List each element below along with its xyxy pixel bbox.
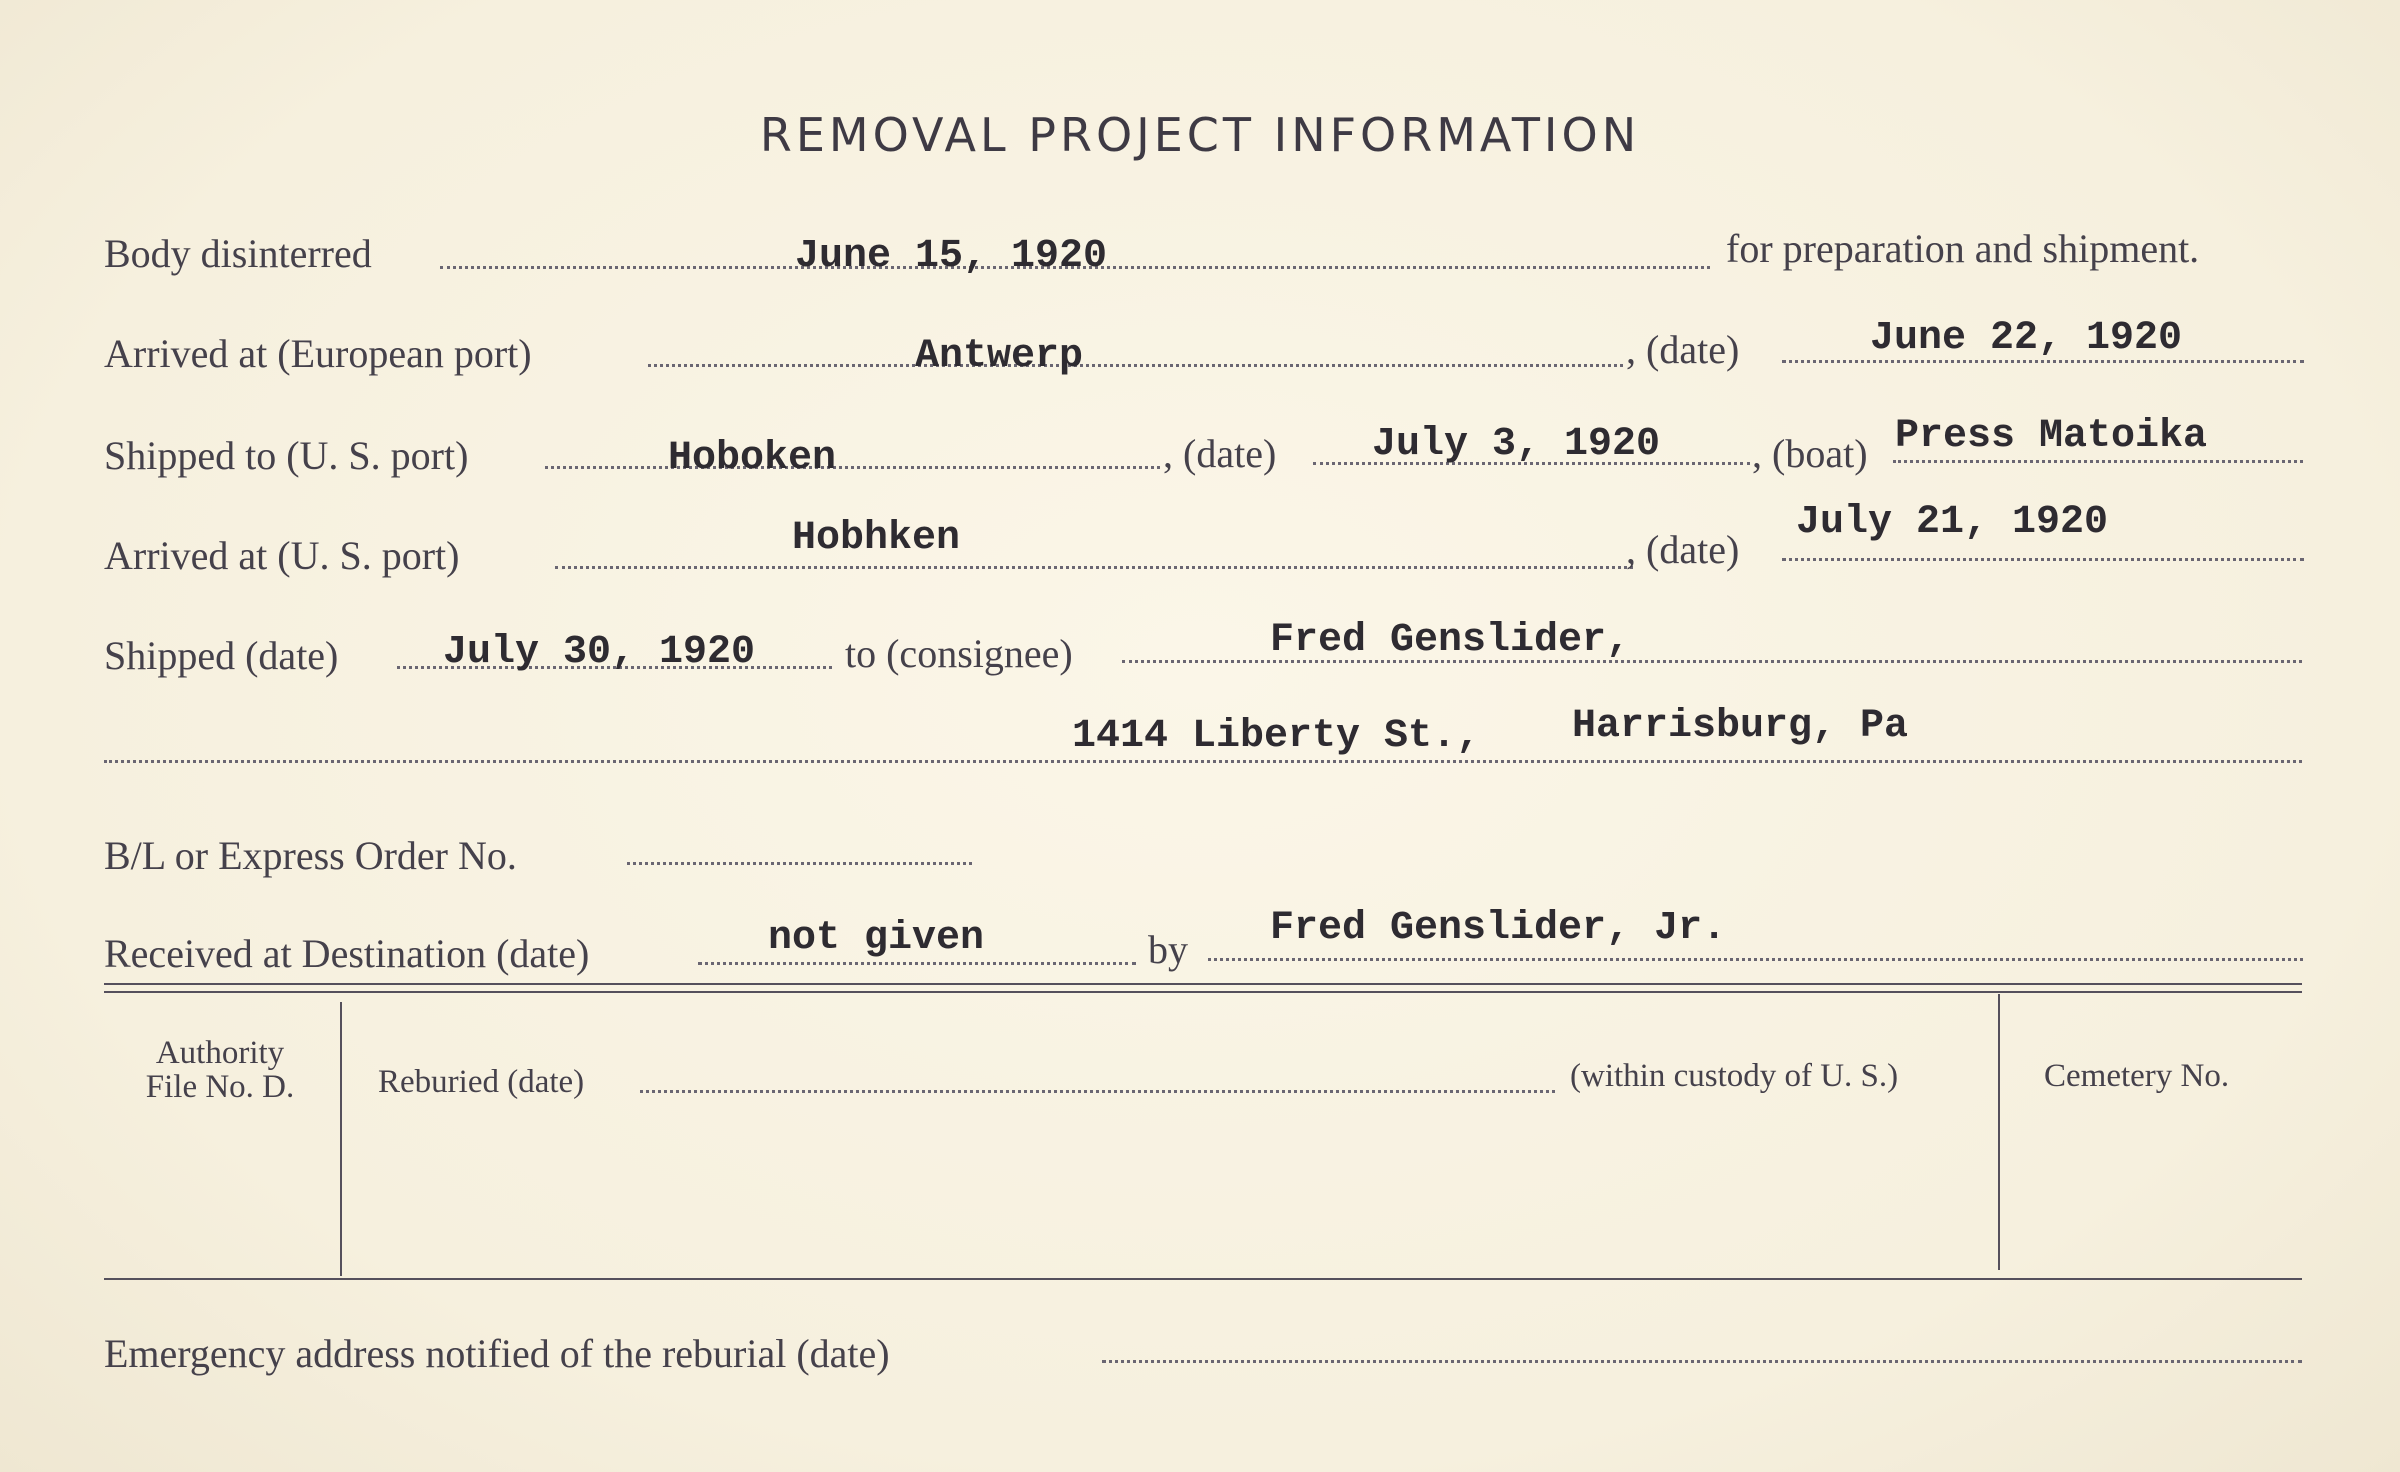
shipped-us-date-label: , (date) — [1163, 431, 1277, 476]
shipped-us-label: Shipped to (U. S. port) — [104, 433, 469, 478]
received-by-value: Fred Genslider, Jr. — [1270, 906, 1727, 951]
bl-line — [627, 862, 972, 865]
arrived-us-date-value: July 21, 1920 — [1796, 500, 2109, 545]
shipped-us-date-value: July 3, 1920 — [1372, 422, 1661, 467]
emergency-label: Emergency address notified of the reburial (date) — [104, 1331, 890, 1376]
shipped-date-label: Shipped (date) — [104, 633, 339, 678]
arrived-us-date-label: , (date) — [1626, 527, 1740, 572]
consignee-address: 1414 Liberty St., — [1072, 714, 1481, 759]
arrived-us-label: Arrived at (U. S. port) — [104, 533, 460, 578]
table-top-rule-2 — [104, 991, 2302, 993]
reburied-line — [640, 1090, 1555, 1093]
authority-line1: Authority — [155, 1035, 285, 1071]
body-disinterred-label: Body disinterred — [104, 231, 372, 276]
shipped-us-boat-label: , (boat) — [1752, 431, 1868, 476]
arrived-european-value: Antwerp — [915, 334, 1084, 379]
table-divider-right — [1998, 994, 2000, 1270]
received-label: Received at Destination (date) — [104, 931, 590, 976]
table-top-rule-1 — [104, 983, 2302, 985]
arrived-us-value: Hobhken — [792, 516, 961, 561]
shipped-us-boat-line — [1893, 460, 2303, 463]
shipped-us-line — [545, 466, 1160, 469]
shipped-us-boat-value: Press Matoika — [1895, 414, 2208, 459]
reburied-label: Reburied (date) — [378, 1064, 585, 1100]
arrived-european-label: Arrived at (European port) — [104, 331, 532, 376]
arrived-european-date-value: June 22, 1920 — [1870, 316, 2183, 361]
table-bottom-rule — [104, 1278, 2302, 1280]
received-by-label: by — [1148, 927, 1188, 972]
bl-label: B/L or Express Order No. — [104, 833, 517, 878]
arrived-us-line — [555, 566, 1633, 569]
table-divider-left — [340, 1002, 342, 1276]
arrived-european-date-label: , (date) — [1626, 327, 1740, 372]
authority-cell — [104, 1036, 336, 1104]
card-title: REMOVAL PROJECT INFORMATION — [759, 108, 1641, 162]
shipped-us-value: Hoboken — [668, 436, 837, 481]
received-line — [698, 962, 1136, 965]
custody-label: (within custody of U. S.) — [1570, 1058, 1899, 1094]
arrived-us-date-line — [1782, 558, 2304, 561]
shipped-date-value: July 30, 1920 — [443, 630, 756, 675]
cemetery-label: Cemetery No. — [2044, 1058, 2230, 1094]
received-by-line — [1208, 958, 2303, 961]
emergency-line — [1102, 1360, 2302, 1363]
arrived-european-line — [648, 364, 1623, 367]
body-disinterred-suffix: for preparation and shipment. — [1726, 226, 2200, 271]
body-disinterred-value: June 15, 1920 — [795, 234, 1108, 279]
consignee-city: Harrisburg, Pa — [1572, 704, 1909, 749]
received-value: not given — [768, 916, 985, 961]
consignee-label: to (consignee) — [845, 631, 1073, 676]
consignee-value: Fred Genslider, — [1270, 618, 1631, 663]
address-line — [104, 760, 2302, 763]
authority-line2: File No. D. — [145, 1069, 295, 1105]
